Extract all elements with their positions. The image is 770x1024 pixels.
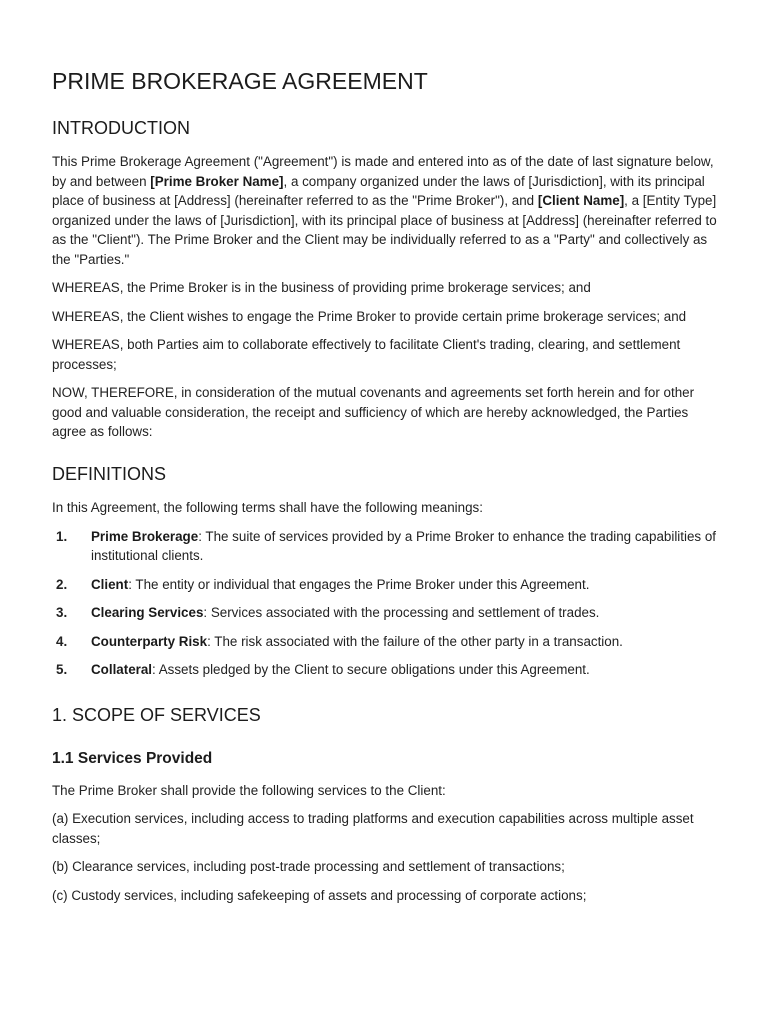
definition-text: : Assets pledged by the Client to secure obligations under this Agreement.: [152, 662, 590, 678]
definition-body: [91, 575, 722, 595]
definition-body: [91, 660, 722, 680]
scope-section: [52, 705, 722, 906]
definition-item: [52, 575, 722, 595]
introduction-heading: INTRODUCTION: [52, 117, 190, 138]
definitions-intro: In this Agreement, the following terms shall have the following meanings:: [52, 500, 483, 516]
definition-item: [52, 603, 722, 623]
definition-item: [52, 527, 722, 566]
definitions-section: [52, 464, 722, 680]
whereas-clause-3: WHEREAS, both Parties aim to collaborate effectively to facilitate Client's trading, clearing, and settlement processes;: [52, 337, 681, 372]
service-item-c: (c) Custody services, including safekeeping of assets and processing of corporate actions;: [52, 887, 587, 903]
definition-term: Counterparty Risk: [91, 633, 208, 649]
definition-body: [91, 527, 722, 566]
client-name-placeholder: [Client Name]: [537, 193, 625, 209]
definition-term: Collateral: [91, 662, 153, 678]
definitions-list: [52, 527, 722, 680]
definition-text: : The suite of services provided by a Prime Broker to enhance the trading capabilities of institutional clients.: [91, 528, 716, 564]
services-provided-heading: 1.1 Services Provided: [52, 750, 213, 768]
intro-text-a: This Prime Brokerage Agreement ("Agreement") is made and entered into as of the date of last signature below, by and between: [52, 154, 714, 189]
definition-number: 5.: [56, 662, 68, 678]
definition-term: Prime Brokerage: [91, 528, 199, 544]
definition-number: 1.: [56, 528, 68, 544]
introduction-section: [52, 118, 722, 442]
definition-term: Client: [91, 576, 129, 592]
definition-body: [91, 603, 722, 623]
definition-item: [52, 632, 722, 652]
prime-broker-name-placeholder: [Prime Broker Name]: [150, 173, 284, 189]
definition-number: 2.: [56, 576, 68, 592]
whereas-clause-2: WHEREAS, the Client wishes to engage the Prime Broker to provide certain prime brokerage services; and: [52, 308, 687, 324]
introduction-paragraph: [52, 152, 722, 269]
scope-heading: 1. SCOPE OF SERVICES: [52, 704, 261, 725]
definition-text: : Services associated with the processing and settlement of trades.: [203, 605, 600, 621]
definition-text: : The risk associated with the failure of the other party in a transaction.: [207, 633, 623, 649]
document-title: PRIME BROKERAGE AGREEMENT: [52, 68, 428, 94]
now-therefore-clause: NOW, THEREFORE, in consideration of the mutual covenants and agreements set forth herein and for other good and valuable consideration, the receipt and sufficiency of which are hereby acknowledged, the Parties agree as follows:: [52, 385, 695, 440]
document-page: [52, 68, 722, 914]
intro-text-d: , a [Entity Type] organized under the laws of [Jurisdiction], with its principal place of business at [Address] (hereinafter referred to as the "Client"). The Prime Broker and the Client may be individually referred to as a "Party" and collectively as the "Parties.": [52, 193, 717, 267]
definition-text: : The entity or individual that engages the Prime Broker under this Agreement.: [128, 576, 590, 592]
definition-number: 4.: [56, 633, 68, 649]
service-item-b: (b) Clearance services, including post-trade processing and settlement of transactions;: [52, 859, 565, 875]
definition-number: 3.: [56, 605, 68, 621]
intro-text-c: , a company organized under the laws of [Jurisdiction], with its principal place of business at [Address] (hereinafter referred to as the "Prime Broker"), and: [52, 173, 705, 209]
definition-item: [52, 660, 722, 680]
definition-body: [91, 632, 722, 652]
definition-term: Clearing Services: [91, 605, 204, 621]
services-provided-subsection: [52, 750, 722, 905]
definitions-heading: DEFINITIONS: [52, 463, 167, 484]
services-intro: The Prime Broker shall provide the following services to the Client:: [52, 782, 446, 798]
service-item-a: (a) Execution services, including access to trading platforms and execution capabilities across multiple asset classes;: [52, 811, 694, 846]
whereas-clause-1: WHEREAS, the Prime Broker is in the business of providing prime brokerage services; and: [52, 280, 591, 296]
